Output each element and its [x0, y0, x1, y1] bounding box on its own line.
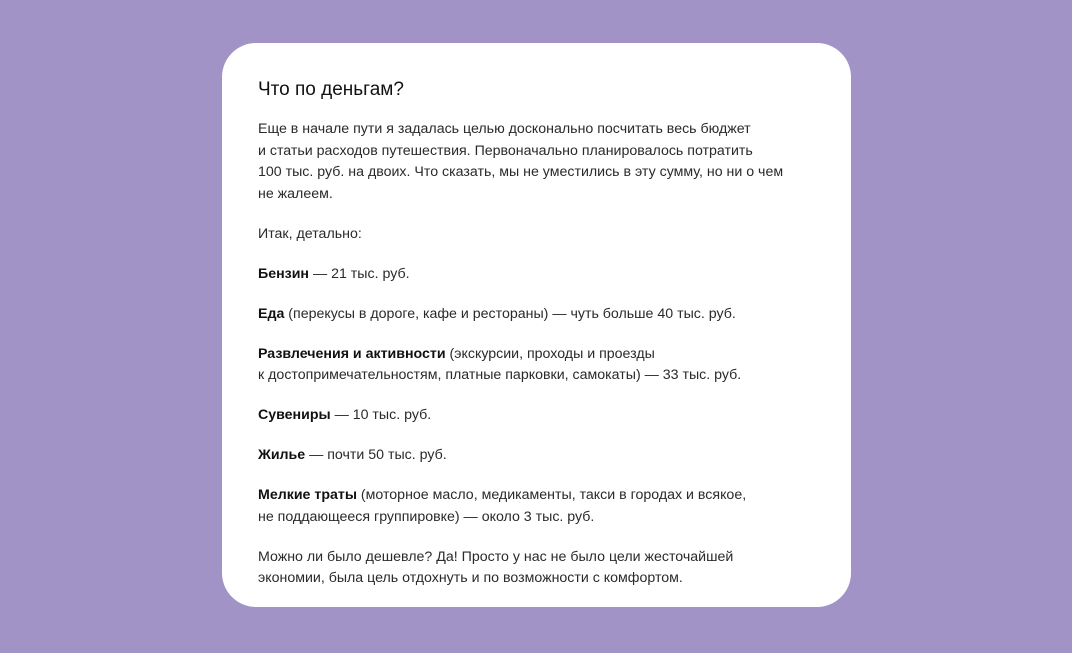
- expense-label: Жилье: [258, 447, 306, 463]
- intro-line: не жалеем.: [258, 185, 333, 202]
- article-card: [222, 43, 851, 607]
- intro-line: 100 тыс. руб. на двоих. Что сказать, мы не уместились в эту сумму, но ни о чем: [258, 164, 784, 180]
- article-content: [258, 77, 818, 608]
- expense-detail: к достопримечательностям, платные парковки, самокаты) — 33 тыс. руб.: [258, 367, 742, 383]
- expense-label: Развлечения и активности: [258, 345, 446, 362]
- expense-item-food: [258, 304, 818, 326]
- expense-label: Еда: [258, 305, 285, 322]
- expense-detail: (моторное масло, медикаменты, такси в городах и всякое,: [356, 487, 747, 503]
- expense-item-misc: [258, 485, 818, 528]
- expense-detail: (перекусы в дороге, кафе и рестораны) — чуть больше 40 тыс. руб.: [284, 305, 736, 322]
- expense-label: Сувениры: [258, 407, 331, 423]
- expense-detail: — почти 50 тыс. руб.: [305, 447, 447, 463]
- intro-line: Еще в начале пути я задалась целью досконально посчитать весь бюджет: [258, 121, 751, 137]
- expense-detail: — 10 тыс. руб.: [330, 407, 432, 423]
- intro-line: и статьи расходов путешествия. Первоначально планировалось потратить: [258, 142, 753, 159]
- outro-line: экономии, была цель отдохнуть и по возможности с комфортом.: [258, 570, 683, 586]
- expense-item-fuel: [258, 264, 818, 286]
- expense-item-entertainment: [258, 344, 818, 387]
- expense-label: Мелкие траты: [258, 487, 357, 503]
- expense-detail: не поддающееся группировке) — около 3 тыс. руб.: [258, 508, 595, 525]
- expense-detail: — 21 тыс. руб.: [309, 265, 410, 282]
- expense-item-souvenirs: [258, 405, 818, 427]
- expense-detail: (экскурсии, проходы и проезды: [445, 345, 655, 362]
- outro-line: Можно ли было дешевле? Да! Просто у нас не было цели жесточайшей: [258, 548, 734, 565]
- outro-paragraph: [258, 547, 818, 590]
- lead-paragraph: Итак, детально:: [258, 225, 362, 242]
- expense-line: [258, 344, 818, 366]
- expense-label: Бензин: [258, 265, 310, 282]
- expense-item-housing: [258, 445, 818, 467]
- intro-paragraph: [258, 119, 818, 205]
- article-title: Что по деньгам?: [258, 79, 404, 100]
- expense-line: [258, 485, 818, 507]
